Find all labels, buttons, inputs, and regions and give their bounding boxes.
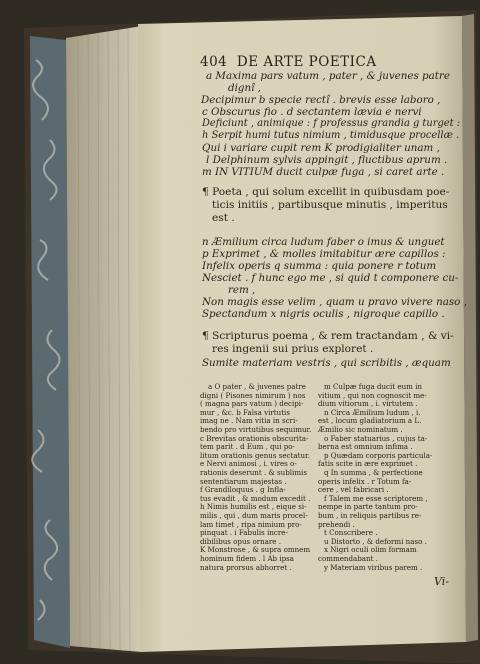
verse-line: rem , xyxy=(228,284,256,296)
running-title: DE ARTE POETICA xyxy=(236,54,377,70)
footnote-line: nempe in parte tantum pro- xyxy=(318,502,418,512)
verse-line: h Serpit humi tutus nimium , timidusque procellæ . xyxy=(202,130,460,141)
footnote-line: bum , in reliquis partibus re- xyxy=(318,511,422,520)
footnote-line: cere , vel fabricari . xyxy=(318,485,389,495)
footnote-line: f Grandiloquus . g Infla- xyxy=(200,485,286,495)
footnote-line: litum orationis genus sectatur. xyxy=(200,450,310,460)
verse-line: Sumite materiam vestris , qui scribitis , æquam xyxy=(202,357,451,369)
page-edges xyxy=(66,26,142,652)
footnote-line: n Circa Æmilium ludum , i. xyxy=(324,407,421,417)
page-number: 404 xyxy=(200,54,228,70)
book-page xyxy=(138,22,468,654)
verse-line: Infelix operis q summa : quia ponere r totum xyxy=(202,260,437,272)
verse-line: Deficiunt , animique : f professus grandia g turget : xyxy=(202,118,461,129)
footnote-line: rationis deserunt . & sublimis xyxy=(200,468,307,477)
footnote-line: digni ( Pisones nimirum ) nos xyxy=(200,390,306,400)
footnote-line: t Conscribere . xyxy=(324,528,378,538)
footnote-line: dibilibus opus ornare . xyxy=(200,536,281,546)
prose-line: res ingenii sui prius exploret . xyxy=(212,343,374,355)
footnote-line: K Monstrose , & supra omnem xyxy=(200,545,311,555)
verse-line: dignî , xyxy=(228,82,261,94)
verse-line: Qui i variare cupit rem K prodigialiter unam , xyxy=(202,142,440,154)
footnote-line: mur , &c. b Falsa virtutis xyxy=(200,407,290,417)
footnote-line: operis infelix . r Totum fa- xyxy=(318,476,412,486)
verse-line: l Delphinum sylvis appingit , fluctibus aprum . xyxy=(206,154,448,166)
footnote-line: e Nervi animosi , i. vires o- xyxy=(200,459,297,469)
running-header xyxy=(200,54,377,70)
footnote-line: tus evadit , & modum excedit . xyxy=(200,493,311,503)
footnote-line: h Nimis humilis est , eique si- xyxy=(200,502,307,512)
verse-line: Non magis esse velim , quam u pravo vivere naso , xyxy=(202,296,467,308)
footnote-line: q In summa , & perfectione xyxy=(324,468,423,477)
verse-line: Spectandum x nigris oculis , nigroque capillo . xyxy=(202,308,445,320)
footnote-line: berna est omnium infima . xyxy=(318,442,413,452)
footnote-line: hominum fidem . l Ab ipsa xyxy=(200,554,295,563)
footnote-line: est , locum gladiatorium a L. xyxy=(318,416,422,426)
footnote-line: f Talem me esse scriptorem , xyxy=(324,493,428,503)
footnote-line: pinquat . i Fabulis incre- xyxy=(200,528,288,538)
footnote-line: y Materiam viribus parem . xyxy=(324,562,423,572)
verse-line: m IN VITIUM ducit culpæ fuga , si caret arte . xyxy=(202,166,445,178)
footnote-line: x Nigri oculi olim formam xyxy=(324,545,417,555)
footnote-line: Æmilio sic nominatum . xyxy=(318,425,403,434)
verse-line: c Obscurus fio . d sectantem lævia e nervi xyxy=(202,106,422,118)
verse-line: a Maxima pars vatum , pater , & juvenes patre xyxy=(206,70,450,82)
verse-line: n Æmilium circa ludum faber o imus & unguet xyxy=(202,236,445,248)
footnote-line: imag ne . Nam vitia in scri- xyxy=(200,416,298,426)
prose-line: ¶ Poeta , qui solum excellit in quibusdam poe- xyxy=(202,186,450,198)
verse-line: Decipimur b specie rectî . brevis esse laboro , xyxy=(201,94,441,106)
footnote-line: tem parit . d Eum , qui po- xyxy=(200,442,295,452)
footnote-line: prehendi . xyxy=(318,519,355,529)
footnote-line: ( magna pars vatum ) decipi- xyxy=(200,399,304,409)
footnote-line: c Brevitas orationis obscurita- xyxy=(200,433,309,443)
footnote-line: vitium , qui non cognoscit me- xyxy=(318,390,427,400)
footnote-line: o Faber statuarius , cujus ta- xyxy=(324,433,428,443)
prose-line: ¶ Scripturus poema , & rem tractandam , & vi- xyxy=(202,330,454,342)
footnote-line: a O pater , & juvenes patre xyxy=(208,382,306,391)
verse-line: Nesciet . f hunc ego me , si quid t componere cu- xyxy=(202,272,459,284)
footnote-line: dium vitiorum , i. virtutem . xyxy=(318,399,418,409)
footnote-line: natura prorsus abhorret . xyxy=(200,562,292,572)
footnote-line: bendo pro virtutibus sequimur. xyxy=(200,425,312,434)
footnote-line: commendabant . xyxy=(318,554,378,563)
prose-line: ticis initiis , partibusque minutis , imperitus xyxy=(212,199,448,211)
footnote-line: milis , qui , dum maris procel- xyxy=(200,511,308,520)
footnote-line: p Quædam corporis particula- xyxy=(324,450,433,460)
footnote-line: sententiarum majestas . xyxy=(200,476,287,486)
verse-line: p Exprimet , & molles imitabitur ære capillos : xyxy=(202,248,446,260)
catchword: Vi- xyxy=(434,575,449,588)
footnote-line: m Culpæ fuga ducit eum in xyxy=(324,382,422,391)
footnote-line: u Distorto , & deformi naso . xyxy=(324,536,427,546)
footnote-line: fatis scite in ære exprimet . xyxy=(318,459,418,469)
prose-line: est . xyxy=(212,212,235,224)
footnote-line: lam timet , ripa nimium pro- xyxy=(200,519,302,529)
marbled-endpaper xyxy=(30,36,70,648)
